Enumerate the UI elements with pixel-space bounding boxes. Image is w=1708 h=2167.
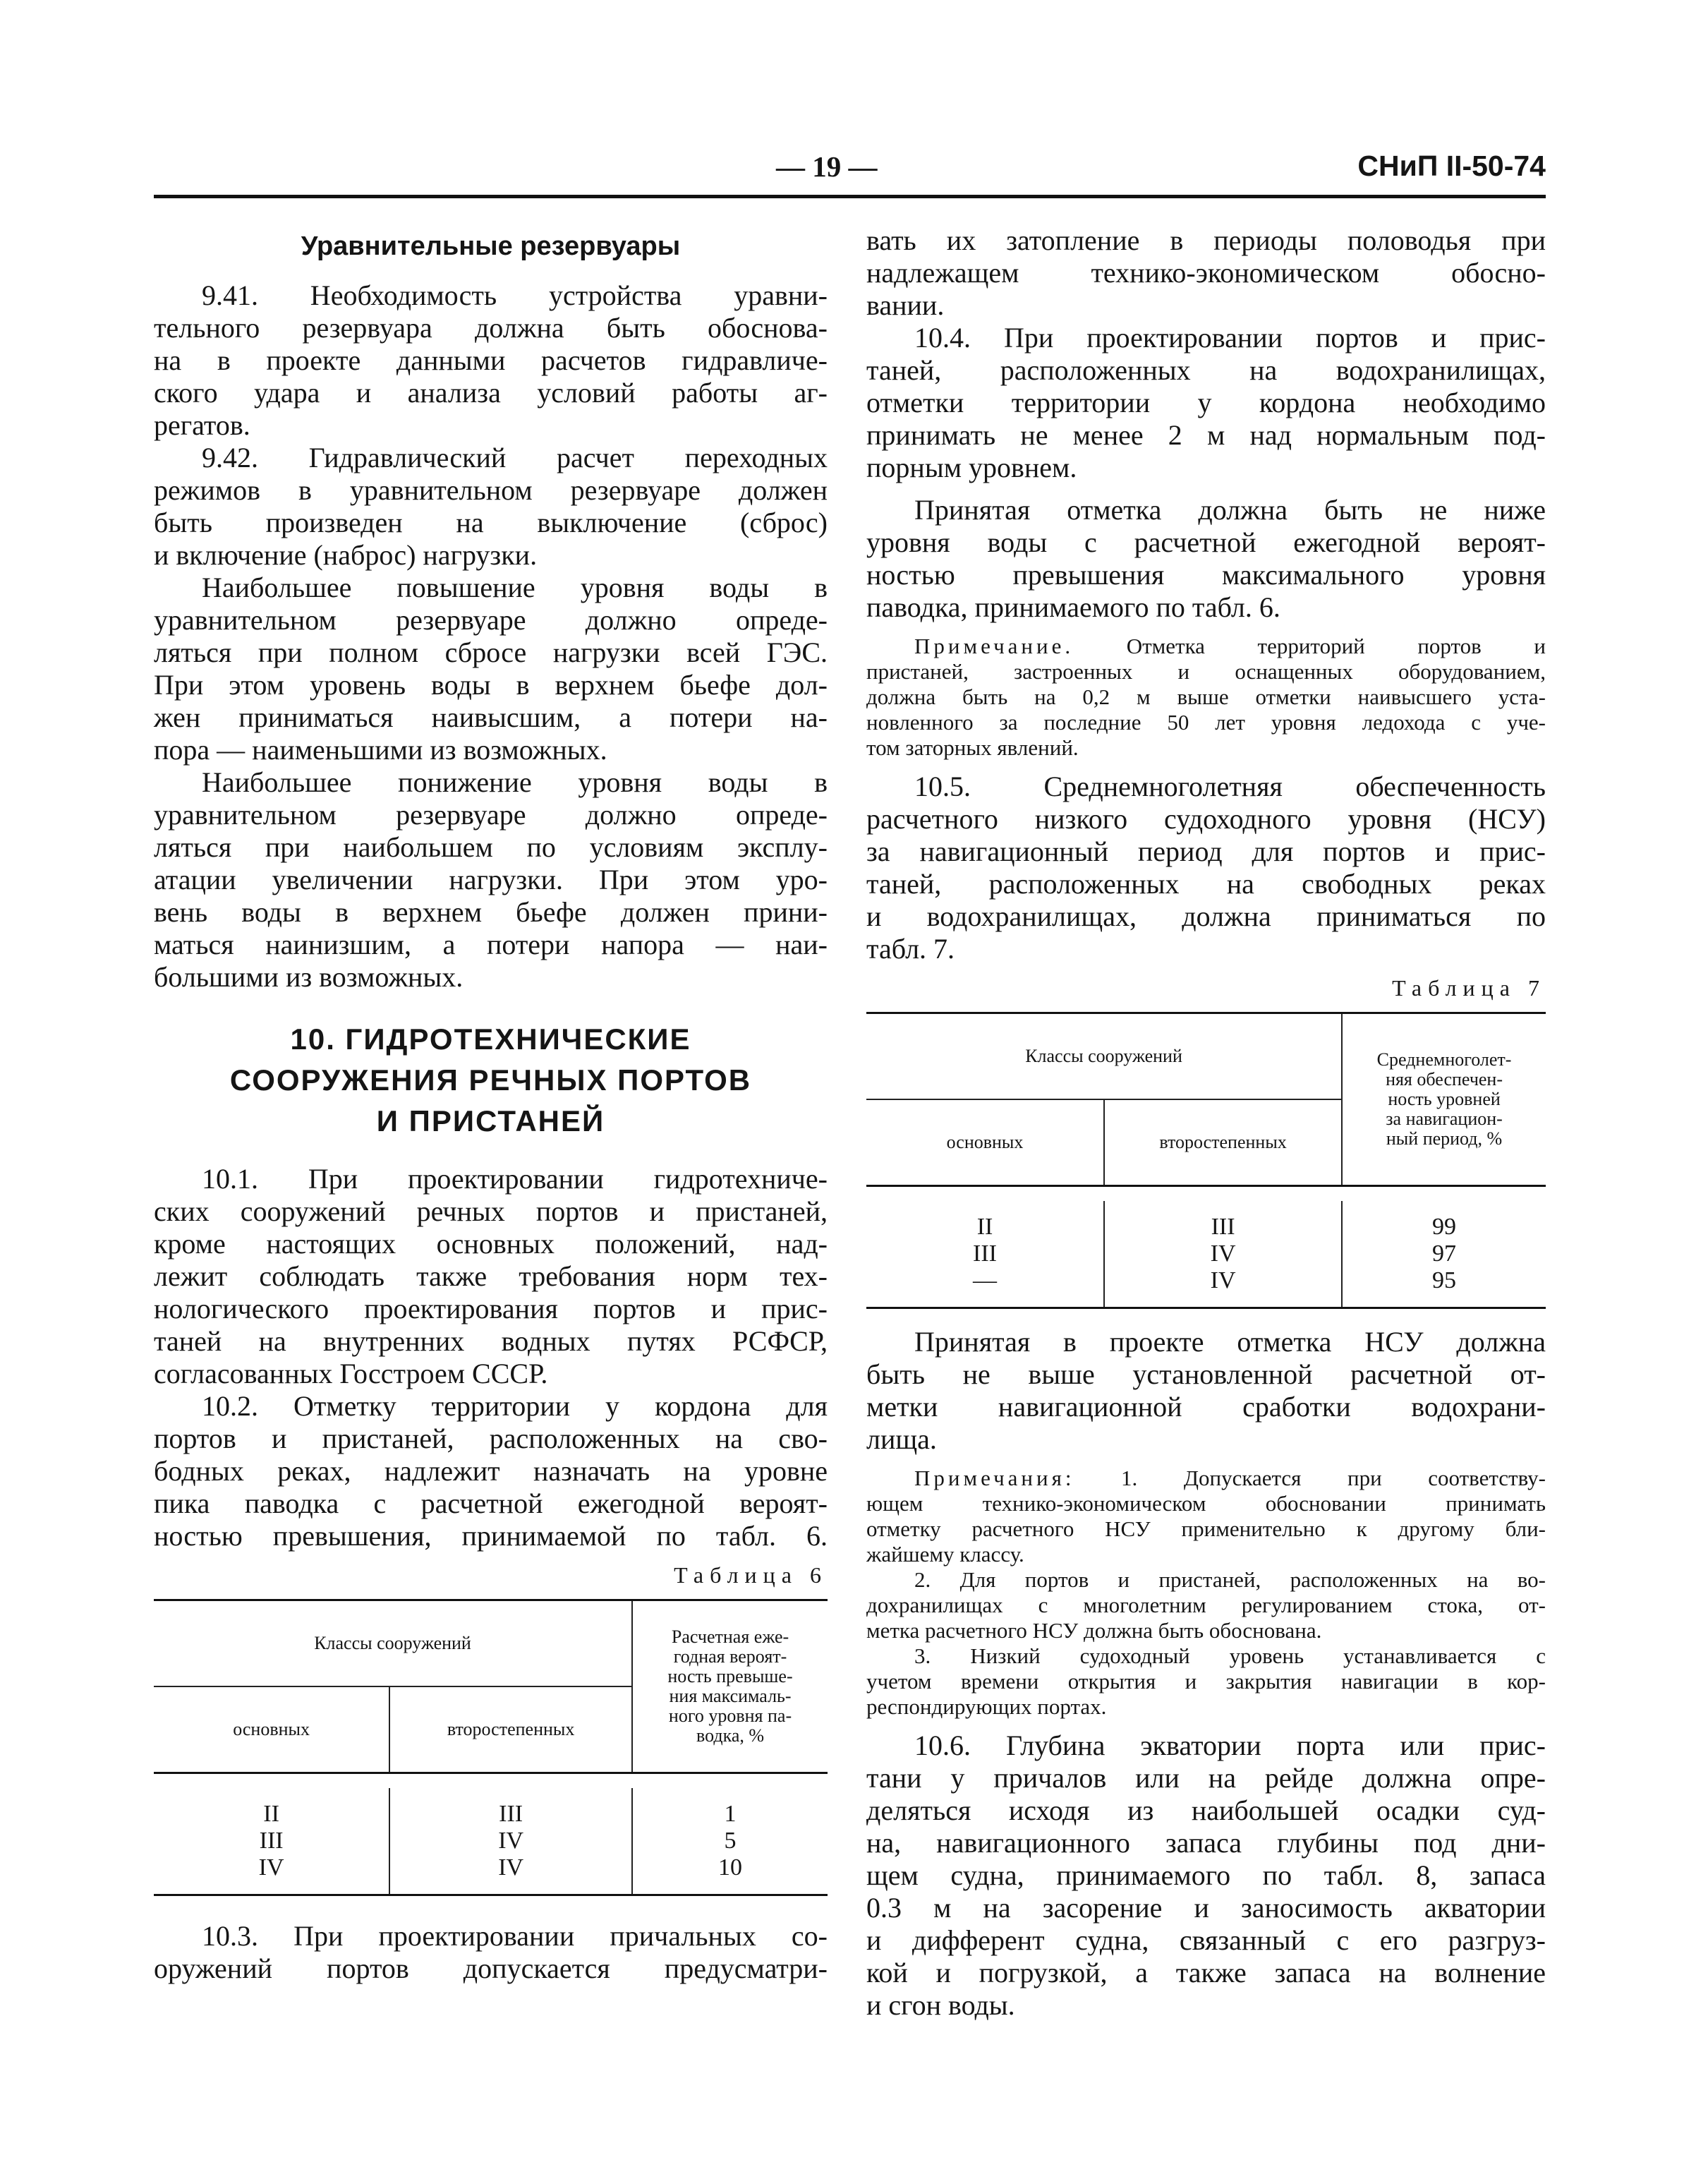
- header-rule: [154, 195, 1546, 198]
- text-line: нологического проектирования портов и прис-: [154, 1293, 828, 1324]
- paragraph-10-5: [866, 771, 1546, 965]
- text-line: порным уровнем.: [866, 452, 1077, 483]
- note-line: должна быть на 0,2 м выше отметки наивысшего уста-: [866, 684, 1546, 709]
- table-7-caption: Таблица 7: [1392, 975, 1546, 1001]
- table-header-probability: [632, 1601, 828, 1773]
- section-heading-line: 10. ГИДРОТЕХНИЧЕСКИЕ: [290, 1022, 691, 1056]
- text-line: 10.4. При проектировании портов и прис-: [914, 322, 1546, 354]
- note-line: дохранилищах с многолетним регулированием стока, от-: [866, 1593, 1546, 1617]
- note-line: [866, 1466, 1546, 1491]
- header-line: Расчетная еже-: [671, 1626, 789, 1647]
- notes-table-7: [866, 1466, 1546, 1720]
- paragraph-9-42: [154, 442, 828, 572]
- paragraph-10-3: [154, 1920, 828, 1985]
- note-line: жайшему классу.: [866, 1542, 1024, 1567]
- table-cell: III: [973, 1241, 997, 1267]
- text-line: уровня воды с расчетной ежегодной вероят-: [866, 526, 1546, 558]
- section-heading-line: И ПРИСТАНЕЙ: [376, 1104, 605, 1137]
- text-line: кроме настоящих основных положений, над-: [154, 1228, 828, 1260]
- text-line: 10.1. При проектировании гидротехниче-: [202, 1163, 828, 1195]
- text-line: и дифферент судна, связанный с его разгруз-: [866, 1924, 1546, 1956]
- table-col-value: [632, 1788, 828, 1894]
- text-line: оружений портов допускается предусматри-: [154, 1952, 828, 1984]
- text-line: расчетного низкого судоходного уровня (НСУ): [866, 803, 1546, 835]
- text-line: пора — наименьшими из возможных.: [154, 734, 607, 766]
- table-cell: 1: [724, 1801, 737, 1827]
- note-text: 1. Допускается при соответству-: [1074, 1466, 1546, 1490]
- subsection-heading: Уравнительные резервуары: [301, 231, 681, 261]
- text-line: паводка, принимаемого по табл. 6.: [866, 591, 1280, 623]
- note-line: 2. Для портов и пристаней, расположенных на во-: [914, 1567, 1546, 1592]
- text-line: лежит соблюдать также требования норм тех-: [154, 1260, 828, 1292]
- note-line: ющем технико-экономическом обосновании принимать: [866, 1491, 1546, 1516]
- table-cell: 97: [1432, 1241, 1457, 1267]
- table-cell: —: [973, 1267, 998, 1293]
- right-column: [866, 224, 1546, 2022]
- text-line: ностью превышения, принимаемой по табл. 6.: [154, 1520, 828, 1552]
- note-line: метка расчетного НСУ должна быть обоснована.: [866, 1618, 1322, 1643]
- paragraph-10-6: [866, 1730, 1546, 2022]
- text-line: на, навигационного запаса глубины под дни-: [866, 1827, 1546, 1859]
- text-line: тельного резервуара должна быть обоснова-: [154, 312, 828, 344]
- header-line: ность превыше-: [667, 1666, 793, 1686]
- table-cell: 10: [718, 1854, 743, 1881]
- table-header-main: основных: [154, 1686, 389, 1773]
- note-line: учетом времени открытия и закрытия навигации в кор-: [866, 1669, 1546, 1694]
- text-line: Принятая отметка должна быть не ниже: [914, 494, 1546, 526]
- text-line: При этом уровень воды в верхнем бьефе дол-: [154, 669, 828, 701]
- note-label: Примечание.: [914, 634, 1074, 658]
- table-col-secondary: [1104, 1201, 1342, 1307]
- text-line: лища.: [866, 1423, 937, 1455]
- text-line: ностью превышения максимального уровня: [866, 559, 1546, 591]
- section-heading: [154, 1019, 828, 1142]
- text-line: пика паводка с расчетной ежегодной вероят-: [154, 1487, 828, 1519]
- note-10-4: [866, 634, 1546, 761]
- table-cell: IV: [498, 1828, 524, 1854]
- text-line: 0.3 м на засорение и заносимость акватории: [866, 1892, 1546, 1924]
- document-code: СНиП II-50-74: [1357, 150, 1546, 182]
- text-line: 10.2. Отметку территории у кордона для: [202, 1390, 828, 1422]
- text-line: ских сооружений речных портов и пристаней,: [154, 1195, 828, 1227]
- table-cell: III: [1211, 1214, 1235, 1240]
- header-line: Среднемноголет-: [1376, 1049, 1512, 1070]
- note-line: том заторных явлений.: [866, 735, 1079, 760]
- paragraph-9-41: [154, 279, 828, 442]
- left-column: [154, 224, 828, 1985]
- text-line: 10.3. При проектировании причальных со-: [202, 1920, 828, 1952]
- text-line: 10.5. Среднемноголетняя обеспеченность: [914, 771, 1546, 802]
- text-line: маться наинизшим, а потери напора — наи-: [154, 929, 828, 960]
- text-line: щем судна, принимаемого по табл. 8, запаса: [866, 1859, 1546, 1891]
- table-cell: IV: [1210, 1267, 1236, 1293]
- paragraph-nsu: [866, 1326, 1546, 1456]
- table-cell: II: [976, 1214, 993, 1240]
- paragraph-10-4: [866, 322, 1546, 484]
- note-text: Отметка территорий портов и: [1074, 634, 1546, 658]
- note-line: респондирующих портах.: [866, 1694, 1107, 1719]
- table-cell: IV: [498, 1854, 524, 1881]
- text-line: таней, расположенных на свободных реках: [866, 868, 1546, 900]
- text-line: таней на внутренних водных путях РСФСР,: [154, 1325, 828, 1357]
- header-line: годная вероят-: [673, 1646, 787, 1667]
- page-number: — 19 —: [776, 150, 878, 183]
- text-line: ляться при полном сбросе нагрузки всей ГЭС.: [154, 636, 828, 668]
- paragraph-10-4-b: [866, 494, 1546, 624]
- text-line: вать их затопление в периоды половодья при: [866, 224, 1546, 256]
- text-line: атации увеличении нагрузки. При этом уро-: [154, 864, 828, 895]
- text-line: большими из возможных.: [154, 961, 464, 993]
- header-line: ность уровней: [1388, 1089, 1501, 1109]
- text-line: табл. 7.: [866, 933, 955, 965]
- text-line: и сгон воды.: [866, 1989, 1015, 2021]
- table-cell: III: [259, 1828, 284, 1854]
- text-line: таней, расположенных на водохранилищах,: [866, 354, 1546, 386]
- note-line: отметку расчетного НСУ применительно к другому бли-: [866, 1516, 1546, 1541]
- table-header-secondary: второстепенных: [1104, 1099, 1342, 1186]
- text-line: кой и погрузкой, а также запаса на волнение: [866, 1957, 1546, 1988]
- text-line: деляться исходя из наибольшей осадки суд-: [866, 1794, 1546, 1826]
- text-line: портов и пристаней, расположенных на сво-: [154, 1423, 828, 1454]
- table-7: [866, 1012, 1546, 1309]
- paragraph-min-level: [154, 766, 828, 994]
- table-6: [154, 1599, 828, 1896]
- note-line: пристаней, застроенных и оснащенных оборудованием,: [866, 659, 1546, 684]
- note-line: [866, 634, 1546, 659]
- table-col-secondary: [389, 1788, 632, 1894]
- text-line: и включение (наброс) нагрузки.: [154, 539, 538, 571]
- section-heading-line: СООРУЖЕНИЯ РЕЧНЫХ ПОРТОВ: [229, 1063, 752, 1097]
- text-line: 10.6. Глубина экватории порта или прис-: [914, 1730, 1546, 1761]
- paragraph-10-2: [154, 1390, 828, 1552]
- text-line: отметки территории у кордона необходимо: [866, 387, 1546, 418]
- text-line: вании.: [866, 289, 945, 321]
- text-line: регатов.: [154, 409, 250, 441]
- note-line: новленного за последние 50 лет уровня ледохода с уче-: [866, 710, 1546, 735]
- table-cell: 99: [1432, 1214, 1457, 1240]
- text-line: и водохранилищах, должна приниматься по: [866, 900, 1546, 932]
- header-line: водка, %: [696, 1725, 765, 1746]
- notes-label: Примечания:: [914, 1466, 1075, 1490]
- text-line: тани у причалов или на рейде должна опре-: [866, 1762, 1546, 1794]
- table-col-main: [154, 1788, 389, 1894]
- text-line: Наибольшее повышение уровня воды в: [202, 572, 828, 603]
- text-line: уравнительном резервуаре должно опреде-: [154, 604, 828, 636]
- text-line: ляться при наибольшем по условиям эксплу-: [154, 831, 828, 863]
- paragraph-10-3-cont: [866, 224, 1546, 322]
- text-line: принимать не менее 2 м над нормальным под-: [866, 419, 1546, 451]
- header-line: ный период, %: [1386, 1128, 1503, 1149]
- table-cell: IV: [1210, 1241, 1236, 1267]
- table-col-main: [866, 1201, 1104, 1307]
- paragraph-10-1: [154, 1163, 828, 1390]
- text-line: быть не выше установленной расчетной от-: [866, 1358, 1546, 1390]
- text-line: Наибольшее понижение уровня воды в: [202, 766, 828, 798]
- table-header-secondary: второстепенных: [389, 1686, 632, 1773]
- header-line: за навигацион-: [1386, 1109, 1503, 1129]
- table-6-caption: Таблица 6: [674, 1562, 828, 1588]
- text-line: надлежащем технико-экономическом обосно-: [866, 257, 1546, 289]
- header-line: ния максималь-: [669, 1686, 792, 1706]
- text-line: вень воды в верхнем бьефе должен прини-: [154, 896, 828, 928]
- text-line: за навигационный период для портов и прис-: [866, 835, 1546, 867]
- table-cell: II: [263, 1801, 279, 1827]
- table-header-classes: Классы сооружений: [866, 1014, 1342, 1099]
- note-line: 3. Низкий судоходный уровень устанавливается с: [914, 1643, 1546, 1668]
- header-line: няя обеспечен-: [1386, 1069, 1503, 1089]
- text-line: 9.42. Гидравлический расчет переходных: [202, 442, 828, 473]
- table-col-value: [1342, 1201, 1546, 1307]
- text-line: быть произведен на выключение (сброс): [154, 507, 828, 538]
- paragraph-max-level: [154, 572, 828, 766]
- text-line: уравнительном резервуаре должно опреде-: [154, 799, 828, 831]
- text-line: метки навигационной сработки водохрани-: [866, 1391, 1546, 1423]
- text-line: согласованных Госстроем СССР.: [154, 1358, 548, 1389]
- table-header-availability: [1342, 1014, 1546, 1186]
- text-line: 9.41. Необходимость устройства уравни-: [202, 279, 828, 311]
- text-line: бодных реках, надлежит назначать на уровне: [154, 1455, 828, 1487]
- text-line: Принятая в проекте отметка НСУ должна: [914, 1326, 1546, 1358]
- text-line: жен приниматься наивысшим, а потери на-: [154, 701, 828, 733]
- table-cell: 5: [724, 1828, 737, 1854]
- table-header-classes: Классы сооружений: [154, 1601, 632, 1686]
- table-header-main: основных: [866, 1099, 1104, 1186]
- table-cell: 95: [1432, 1267, 1457, 1293]
- table-cell: III: [499, 1801, 523, 1827]
- text-line: на в проекте данными расчетов гидравличе-: [154, 344, 828, 376]
- table-cell: IV: [258, 1854, 284, 1881]
- text-line: ского удара и анализа условий работы аг-: [154, 377, 828, 409]
- text-line: режимов в уравнительном резервуаре должен: [154, 474, 828, 506]
- header-line: ного уровня па-: [668, 1706, 792, 1726]
